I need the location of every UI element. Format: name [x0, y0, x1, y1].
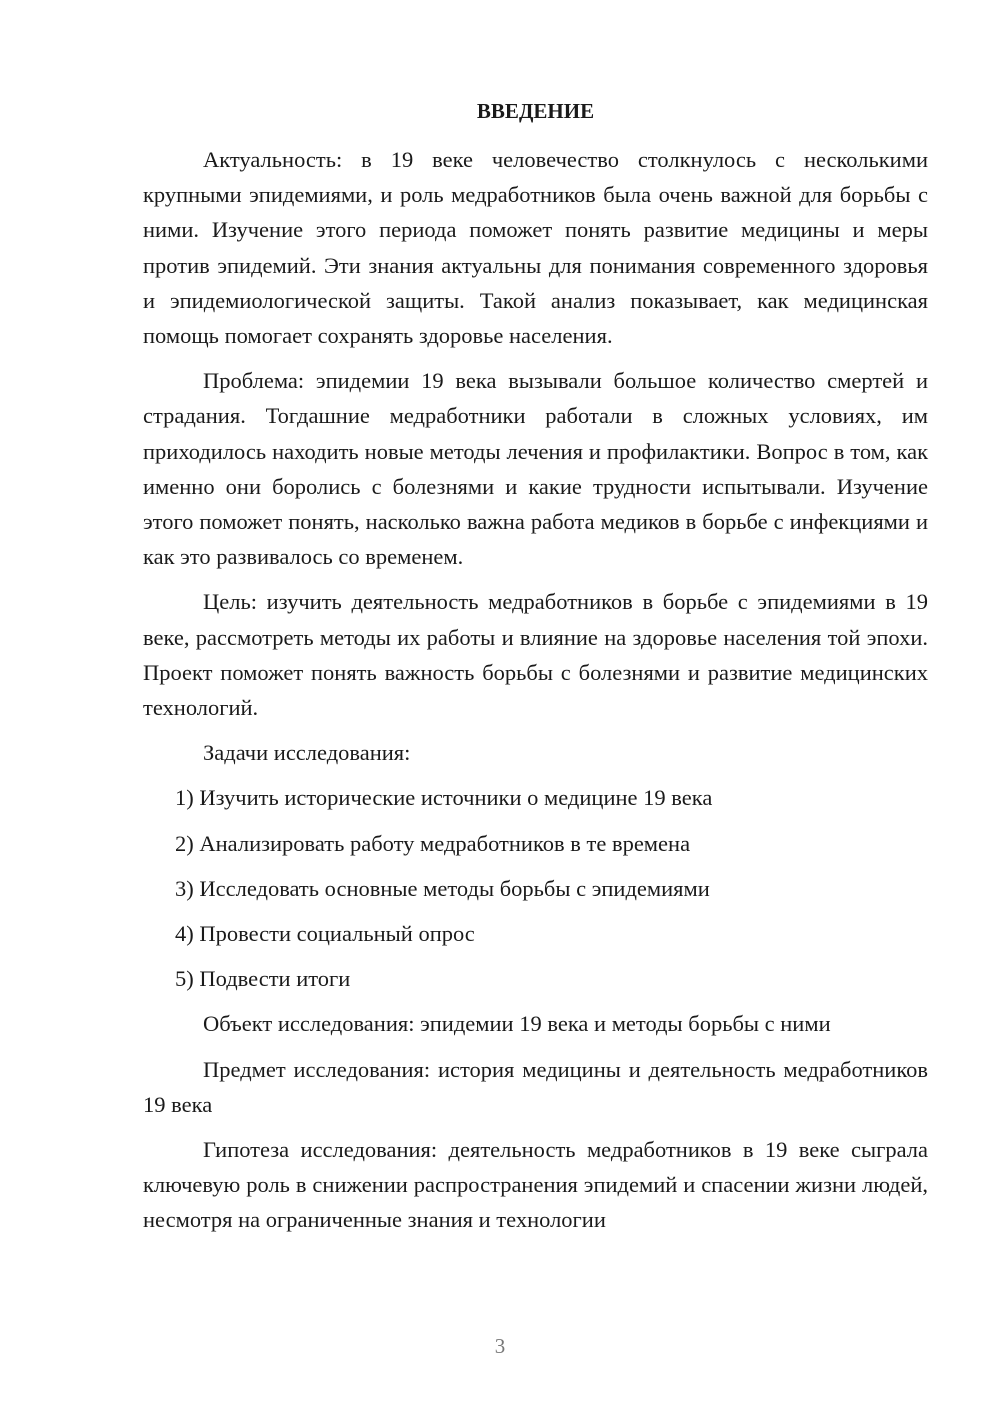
- tasks-heading: Задачи исследования:: [203, 740, 411, 766]
- task-item: 4) Провести социальный опрос: [175, 921, 475, 947]
- task-item: 2) Анализировать работу медработников в те времена: [175, 830, 691, 856]
- page-number: 3: [494, 1334, 506, 1358]
- relevance-paragraph: Актуальность: в 19 веке человечество столкнулось с несколькими крупными эпидемиями, и роль медработников была очень важной для борьбы с ними. Изучение этого периода поможет понять развитие медицины и меры против эпидемий. Эти знания актуальны для понимания современного здоровья и эпидемиологической защиты. Такой анализ показывает, как медицинская помощь помогает сохранять здоровье населения.: [143, 147, 928, 349]
- section-title: ВВЕДЕНИЕ: [476, 99, 595, 123]
- subject-paragraph: Предмет исследования: история медицины и деятельность медработников 19 века: [143, 1056, 928, 1117]
- document-page: [143, 94, 928, 1238]
- hypothesis-paragraph: Гипотеза исследования: деятельность медработников в 19 веке сыграла ключевую роль в снижении распространения эпидемий и спасении жизни людей, несмотря на ограниченные знания и технологии: [143, 1137, 928, 1233]
- tasks-list: [143, 780, 928, 996]
- goal-paragraph: Цель: изучить деятельность медработников в борьбе с эпидемиями в 19 веке, рассмотреть методы их работы и влияние на здоровье населения той эпохи. Проект поможет понять важность борьбы с болезнями и развитие медицинских технологий.: [143, 589, 928, 721]
- object-paragraph: Объект исследования: эпидемии 19 века и методы борьбы с ними: [203, 1011, 831, 1037]
- problem-paragraph: Проблема: эпидемии 19 века вызывали большое количество смертей и страдания. Тогдашние медработники работали в сложных условиях, им приходилось находить новые методы лечения и профилактики. Вопрос в том, как именно они боролись с болезнями и какие трудности испытывали. Изучение этого поможет понять, насколько важна работа медиков в борьбе с инфекциями и как это развивалось со временем.: [143, 368, 928, 570]
- task-item: 5) Подвести итоги: [175, 966, 351, 992]
- task-item: 1) Изучить исторические источники о медицине 19 века: [175, 785, 713, 811]
- task-item: 3) Исследовать основные методы борьбы с эпидемиями: [175, 875, 710, 901]
